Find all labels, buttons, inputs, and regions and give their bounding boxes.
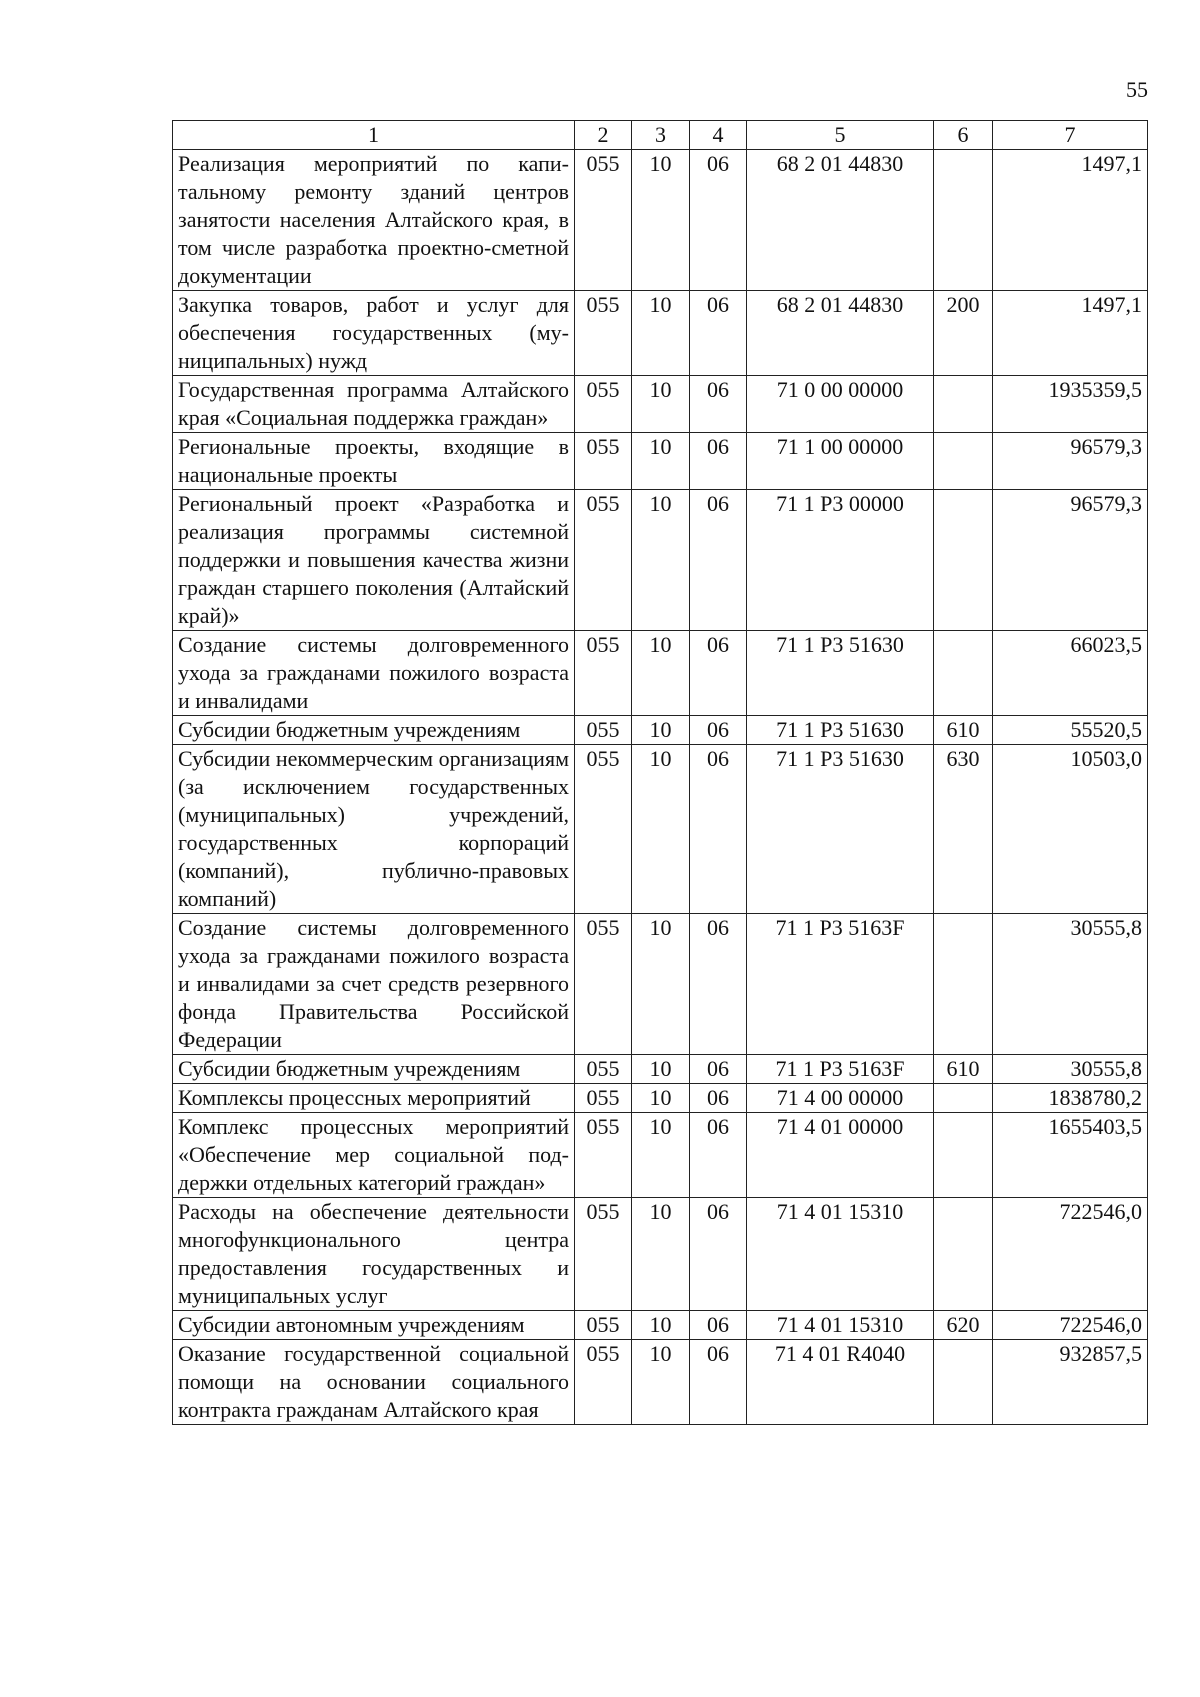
table-row xyxy=(173,1084,1148,1113)
ministry-code-cell: 055 xyxy=(575,490,632,631)
target-article-cell: 71 1 Р3 51630 xyxy=(747,631,934,716)
expense-name-cell: Государственная программа Алтайского края «Социальная поддержка граждан» xyxy=(173,376,575,433)
section-code-cell: 10 xyxy=(632,631,690,716)
column-header: 7 xyxy=(993,121,1148,150)
expense-type-cell: 630 xyxy=(934,745,993,914)
section-code-cell: 10 xyxy=(632,1311,690,1340)
target-article-cell: 71 1 Р3 00000 xyxy=(747,490,934,631)
expense-type-cell xyxy=(934,914,993,1055)
target-article-cell: 71 1 Р3 51630 xyxy=(747,745,934,914)
ministry-code-cell: 055 xyxy=(575,433,632,490)
section-code-cell: 10 xyxy=(632,1340,690,1425)
amount-cell: 10503,0 xyxy=(993,745,1148,914)
target-article-cell: 71 1 Р3 5163F xyxy=(747,914,934,1055)
section-code-cell: 10 xyxy=(632,490,690,631)
subsection-code-cell: 06 xyxy=(690,1311,747,1340)
amount-cell: 55520,5 xyxy=(993,716,1148,745)
table-row xyxy=(173,914,1148,1055)
subsection-code-cell: 06 xyxy=(690,716,747,745)
subsection-code-cell: 06 xyxy=(690,1084,747,1113)
amount-cell: 1655403,5 xyxy=(993,1113,1148,1198)
subsection-code-cell: 06 xyxy=(690,291,747,376)
table-row xyxy=(173,1055,1148,1084)
amount-cell: 30555,8 xyxy=(993,1055,1148,1084)
amount-cell: 66023,5 xyxy=(993,631,1148,716)
column-header: 1 xyxy=(173,121,575,150)
section-code-cell: 10 xyxy=(632,1198,690,1311)
subsection-code-cell: 06 xyxy=(690,1340,747,1425)
amount-cell: 1497,1 xyxy=(993,150,1148,291)
column-header: 3 xyxy=(632,121,690,150)
target-article-cell: 71 1 Р3 5163F xyxy=(747,1055,934,1084)
target-article-cell: 71 4 01 00000 xyxy=(747,1113,934,1198)
expense-name-cell: Расходы на обеспечение деятельности многофункционального центра предоставления государственных и муниципальных услуг xyxy=(173,1198,575,1311)
table-row xyxy=(173,716,1148,745)
subsection-code-cell: 06 xyxy=(690,1055,747,1084)
amount-cell: 1497,1 xyxy=(993,291,1148,376)
amount-cell: 96579,3 xyxy=(993,490,1148,631)
subsection-code-cell: 06 xyxy=(690,150,747,291)
ministry-code-cell: 055 xyxy=(575,631,632,716)
table-row xyxy=(173,433,1148,490)
expense-type-cell xyxy=(934,1084,993,1113)
subsection-code-cell: 06 xyxy=(690,433,747,490)
target-article-cell: 71 4 01 15310 xyxy=(747,1311,934,1340)
target-article-cell: 71 4 00 00000 xyxy=(747,1084,934,1113)
expense-type-cell xyxy=(934,376,993,433)
ministry-code-cell: 055 xyxy=(575,1113,632,1198)
table-row xyxy=(173,376,1148,433)
section-code-cell: 10 xyxy=(632,150,690,291)
expense-type-cell xyxy=(934,490,993,631)
subsection-code-cell: 06 xyxy=(690,1113,747,1198)
subsection-code-cell: 06 xyxy=(690,1198,747,1311)
column-header: 4 xyxy=(690,121,747,150)
section-code-cell: 10 xyxy=(632,433,690,490)
target-article-cell: 71 4 01 R4040 xyxy=(747,1340,934,1425)
expense-name-cell: Комплекс процессных мероприятий «Обеспечение мер социальной поддержки отдельных категорий граждан» xyxy=(173,1113,575,1198)
expense-name-cell: Оказание государственной социальной помощи на основании социального контракта гражданам Алтайского края xyxy=(173,1340,575,1425)
expense-type-cell xyxy=(934,150,993,291)
expense-type-cell: 620 xyxy=(934,1311,993,1340)
target-article-cell: 71 1 Р3 51630 xyxy=(747,716,934,745)
expense-type-cell: 610 xyxy=(934,1055,993,1084)
column-header: 6 xyxy=(934,121,993,150)
expense-name-cell: Субсидии бюджетным учреждениям xyxy=(173,1055,575,1084)
subsection-code-cell: 06 xyxy=(690,914,747,1055)
section-code-cell: 10 xyxy=(632,1055,690,1084)
table-row xyxy=(173,1198,1148,1311)
expense-type-cell xyxy=(934,1113,993,1198)
amount-cell: 1935359,5 xyxy=(993,376,1148,433)
amount-cell: 30555,8 xyxy=(993,914,1148,1055)
expense-name-cell: Субсидии бюджетным учреждениям xyxy=(173,716,575,745)
subsection-code-cell: 06 xyxy=(690,376,747,433)
expense-name-cell: Субсидии некоммерческим организациям (за исключением государственных (муниципальных) учреждений, государственных корпораций (компаний), публично-правовых компаний) xyxy=(173,745,575,914)
section-code-cell: 10 xyxy=(632,1113,690,1198)
expense-type-cell: 610 xyxy=(934,716,993,745)
table-row xyxy=(173,490,1148,631)
expense-type-cell xyxy=(934,631,993,716)
column-header: 5 xyxy=(747,121,934,150)
subsection-code-cell: 06 xyxy=(690,631,747,716)
expense-name-cell: Субсидии автономным учреждениям xyxy=(173,1311,575,1340)
ministry-code-cell: 055 xyxy=(575,1055,632,1084)
subsection-code-cell: 06 xyxy=(690,490,747,631)
table-row xyxy=(173,1311,1148,1340)
amount-cell: 96579,3 xyxy=(993,433,1148,490)
table-body xyxy=(173,150,1148,1425)
amount-cell: 1838780,2 xyxy=(993,1084,1148,1113)
target-article-cell: 68 2 01 44830 xyxy=(747,150,934,291)
ministry-code-cell: 055 xyxy=(575,291,632,376)
target-article-cell: 68 2 01 44830 xyxy=(747,291,934,376)
page-number: 55 xyxy=(1126,77,1148,102)
expense-name-cell: Комплексы процессных мероприятий xyxy=(173,1084,575,1113)
column-header: 2 xyxy=(575,121,632,150)
table-row xyxy=(173,1340,1148,1425)
expense-type-cell: 200 xyxy=(934,291,993,376)
expense-name-cell: Региональный проект «Разработка и реализация программы системной поддержки и повышения качества жизни граждан старшего поколения (Алтайский край)» xyxy=(173,490,575,631)
section-code-cell: 10 xyxy=(632,291,690,376)
expense-name-cell: Реализация мероприятий по капитальному ремонту зданий центров занятости населения Алтайского края, в том числе разработка проектно-сметной документации xyxy=(173,150,575,291)
expense-name-cell: Закупка товаров, работ и услуг для обеспечения государственных (муниципальных) нужд xyxy=(173,291,575,376)
subsection-code-cell: 06 xyxy=(690,745,747,914)
budget-table xyxy=(172,120,1148,1425)
target-article-cell: 71 0 00 00000 xyxy=(747,376,934,433)
amount-cell: 932857,5 xyxy=(993,1340,1148,1425)
expense-type-cell xyxy=(934,1198,993,1311)
ministry-code-cell: 055 xyxy=(575,1340,632,1425)
ministry-code-cell: 055 xyxy=(575,150,632,291)
ministry-code-cell: 055 xyxy=(575,716,632,745)
section-code-cell: 10 xyxy=(632,716,690,745)
expense-name-cell: Создание системы долговременного ухода за гражданами пожилого возраста и инвалидами xyxy=(173,631,575,716)
target-article-cell: 71 1 00 00000 xyxy=(747,433,934,490)
section-code-cell: 10 xyxy=(632,376,690,433)
section-code-cell: 10 xyxy=(632,1084,690,1113)
expense-type-cell xyxy=(934,433,993,490)
table-row xyxy=(173,745,1148,914)
ministry-code-cell: 055 xyxy=(575,1311,632,1340)
ministry-code-cell: 055 xyxy=(575,1198,632,1311)
table-row xyxy=(173,291,1148,376)
expense-type-cell xyxy=(934,1340,993,1425)
amount-cell: 722546,0 xyxy=(993,1198,1148,1311)
ministry-code-cell: 055 xyxy=(575,1084,632,1113)
ministry-code-cell: 055 xyxy=(575,376,632,433)
table-row xyxy=(173,1113,1148,1198)
expense-name-cell: Создание системы долговременного ухода за гражданами пожилого возраста и инвалидами за счет средств резервного фонда Правительства Российской Федерации xyxy=(173,914,575,1055)
expense-name-cell: Региональные проекты, входящие в национальные проекты xyxy=(173,433,575,490)
table-row xyxy=(173,631,1148,716)
amount-cell: 722546,0 xyxy=(993,1311,1148,1340)
section-code-cell: 10 xyxy=(632,745,690,914)
table-row xyxy=(173,150,1148,291)
target-article-cell: 71 4 01 15310 xyxy=(747,1198,934,1311)
ministry-code-cell: 055 xyxy=(575,914,632,1055)
table-header-row xyxy=(173,121,1148,150)
section-code-cell: 10 xyxy=(632,914,690,1055)
ministry-code-cell: 055 xyxy=(575,745,632,914)
